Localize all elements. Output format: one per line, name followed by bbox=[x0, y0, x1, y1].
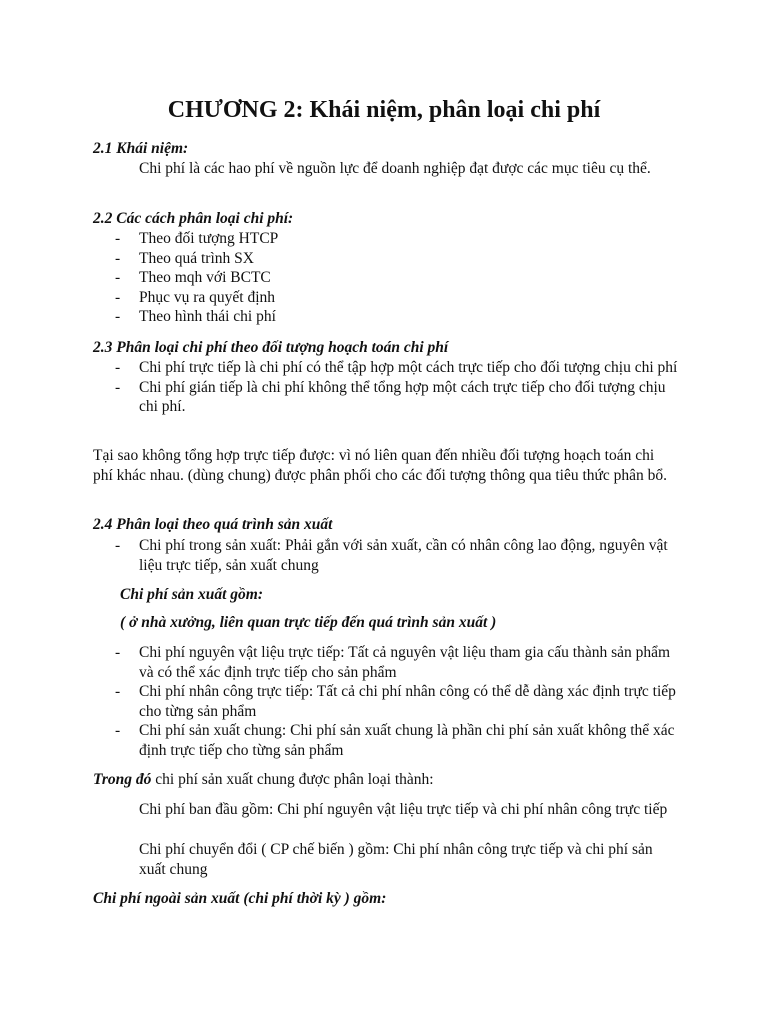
section-2-2-heading: 2.2 Các cách phân loại chi phí: bbox=[93, 210, 294, 227]
list-item bbox=[93, 682, 678, 721]
list-item bbox=[93, 721, 678, 760]
list-item-text: Theo quá trình SX bbox=[139, 249, 254, 267]
initial-cost-text: Chi phí ban đầu gồm: Chi phí nguyên vật liệu trực tiếp và chi phí nhân công trực tiếp bbox=[139, 801, 668, 818]
section-2-4-heading: 2.4 Phân loại theo quá trình sản xuất bbox=[93, 516, 333, 533]
section-2-1-heading: 2.1 Khái niệm: bbox=[93, 140, 189, 157]
list-item bbox=[93, 288, 678, 308]
list-item bbox=[93, 307, 678, 327]
dash-bullet: - bbox=[115, 378, 121, 396]
dash-bullet: - bbox=[115, 359, 121, 376]
section-2-1-text: Chi phí là các hao phí về nguồn lực để doanh nghiệp đạt được các mục tiêu cụ thể. bbox=[139, 160, 651, 177]
dash-bullet: - bbox=[115, 644, 121, 661]
conversion-cost-text: Chi phí chuyển đổi ( CP chế biến ) gồm: Chi phí nhân công trực tiếp và chi phí sản xuất chung bbox=[139, 841, 653, 878]
list-item-text: Chi phí nhân công trực tiếp: Tất cả chi phí nhân công có thể dễ dàng xác định trực tiếp cho từng sản phẩm bbox=[139, 683, 676, 720]
production-cost-list bbox=[93, 643, 678, 760]
list-item-text: Theo đối tượng HTCP bbox=[139, 230, 279, 247]
chapter-title: CHƯƠNG 2: Khái niệm, phân loại chi phí bbox=[167, 97, 601, 123]
section-2-2-list bbox=[93, 229, 678, 327]
list-item bbox=[93, 643, 678, 682]
trong-do-paragraph bbox=[93, 770, 673, 790]
non-production-cost-heading: Chi phí ngoài sản xuất (chi phí thời kỳ ) gồm: bbox=[93, 890, 387, 907]
list-item-text: Chi phí gián tiếp là chi phí không thể tổng hợp một cách trực tiếp cho đối tượng chịu chi phí. bbox=[139, 378, 666, 415]
list-item bbox=[93, 268, 678, 288]
list-item bbox=[93, 249, 678, 269]
list-item-text: Theo hình thái chi phí bbox=[139, 308, 276, 325]
dash-bullet: - bbox=[115, 308, 121, 325]
trong-do-text: chi phí sản xuất chung được phân loại thành: bbox=[151, 771, 434, 788]
dash-bullet: - bbox=[115, 269, 121, 286]
list-item-text: Chi phí trực tiếp là chi phí có thể tập hợp một cách trực tiếp cho đối tượng chịu chi phí bbox=[139, 359, 678, 376]
list-item-text: Theo mqh với BCTC bbox=[139, 269, 271, 286]
list-item bbox=[93, 358, 678, 378]
list-item-text: Phục vụ ra quyết định bbox=[139, 288, 276, 306]
list-item bbox=[93, 229, 678, 249]
section-2-3-list bbox=[93, 358, 678, 417]
section-2-3-paragraph: Tại sao không tổng hợp trực tiếp được: vì nó liên quan đến nhiều đối tượng hoạch toán chi phí khác nhau. (dùng chung) được phân phối cho các đối tượng thông qua tiêu thức phân bổ. bbox=[93, 447, 668, 484]
dash-bullet: - bbox=[115, 288, 121, 306]
dash-bullet: - bbox=[115, 683, 121, 700]
list-item bbox=[93, 378, 678, 417]
dash-bullet: - bbox=[115, 537, 121, 554]
section-2-3-heading: 2.3 Phân loại chi phí theo đối tượng hoạch toán chi phí bbox=[93, 339, 449, 356]
section-2-4-list bbox=[93, 536, 678, 575]
list-item-text: Chi phí nguyên vật liệu trực tiếp: Tất cả nguyên vật liệu tham gia cấu thành sản phẩm và có thể xác định trực tiếp cho sản phẩm bbox=[139, 644, 671, 681]
list-item-text: Chi phí sản xuất chung: Chi phí sản xuất chung là phần chi phí sản xuất không thể xác định trực tiếp cho từng sản phẩm bbox=[139, 722, 675, 759]
dash-bullet: - bbox=[115, 249, 121, 267]
production-cost-note: ( ở nhà xưởng, liên quan trực tiếp đến quá trình sản xuất ) bbox=[120, 614, 497, 631]
list-item bbox=[93, 536, 678, 575]
production-cost-subheading: Chi phí sản xuất gồm: bbox=[120, 586, 263, 603]
trong-do-lead: Trong đó bbox=[93, 771, 152, 788]
list-item-text: Chi phí trong sản xuất: Phải gắn với sản xuất, cần có nhân công lao động, nguyên vật liệu trực tiếp, sản xuất chung bbox=[139, 537, 668, 574]
dash-bullet: - bbox=[115, 230, 121, 247]
dash-bullet: - bbox=[115, 722, 121, 739]
